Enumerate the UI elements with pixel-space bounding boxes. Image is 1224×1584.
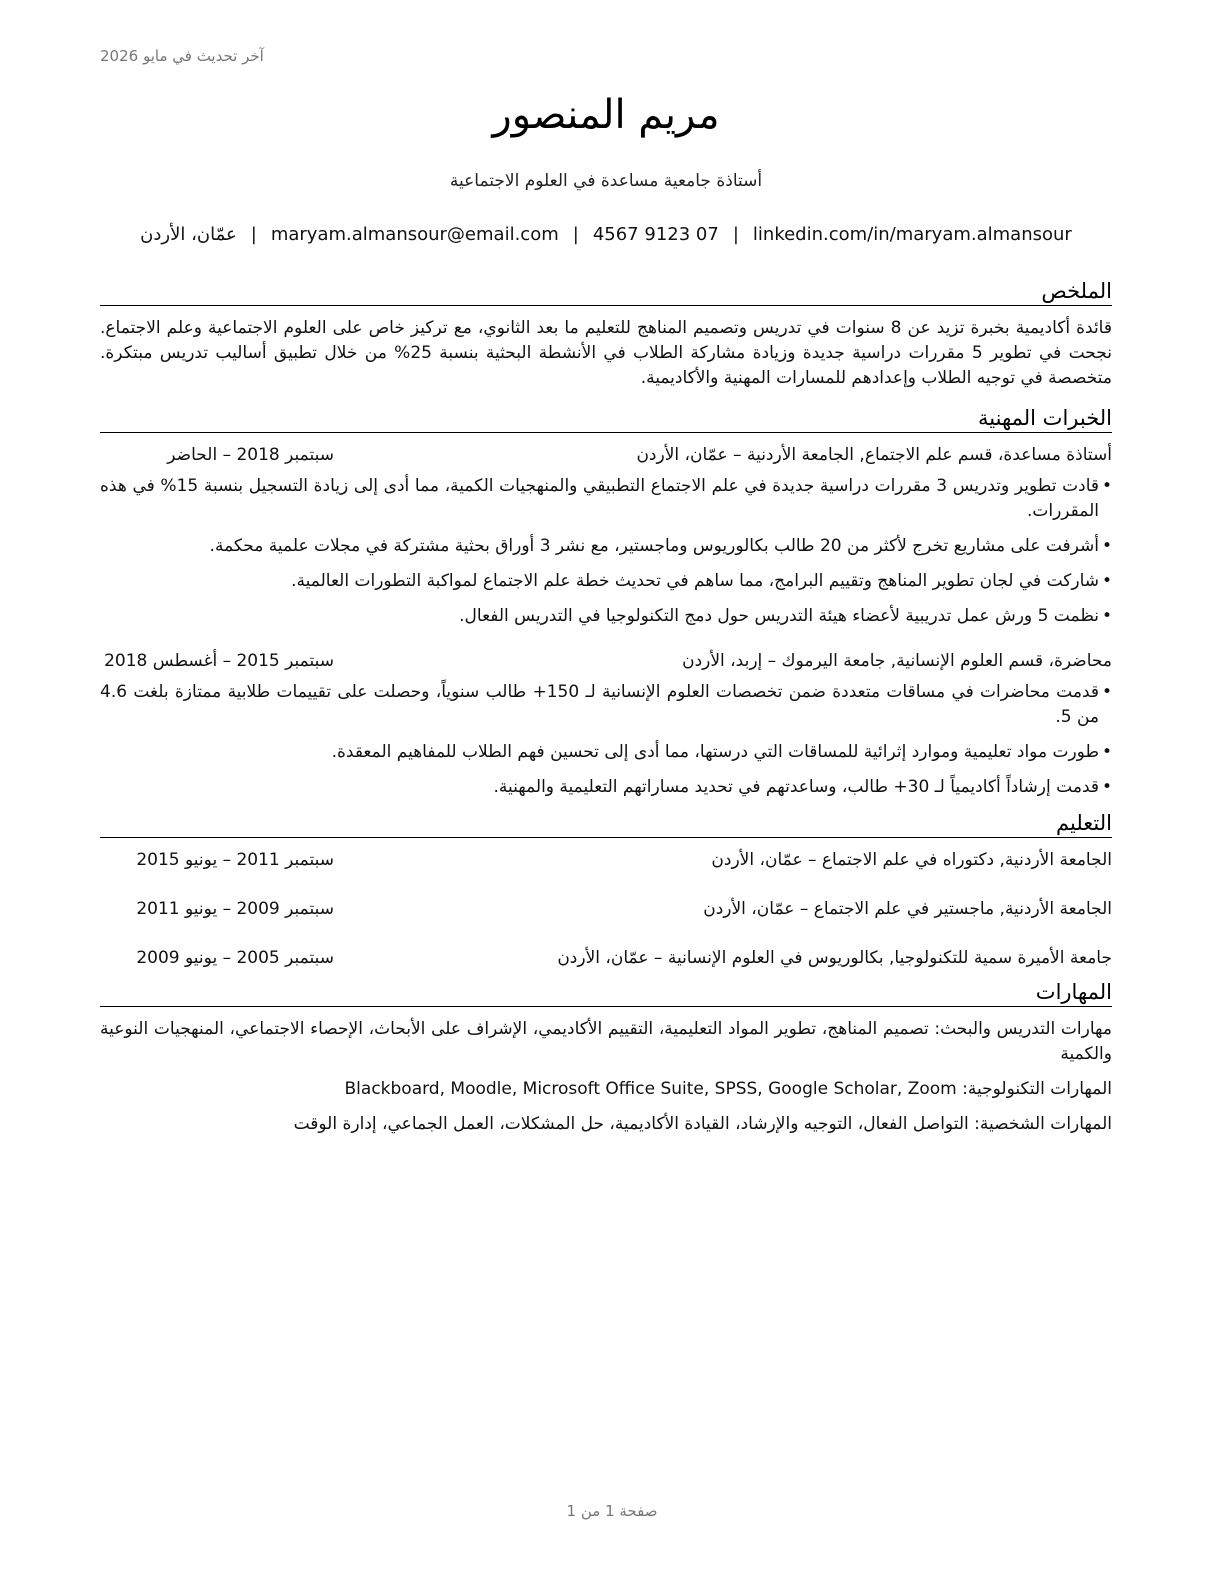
skills-title: المهارات (100, 979, 1112, 1007)
job-bullet: • قدمت إرشاداً أكاديمياً لـ 30+ طالب، وساعدتهم في تحديد مساراتهم التعليمية والمهنية. (100, 775, 1112, 800)
job-subtitle: أستاذة جامعية مساعدة في العلوم الاجتماعية (449, 171, 763, 191)
education-dates: سبتمبر 2011 – يونيو 2015 (136, 850, 334, 870)
experience-title: الخبرات المهنية (100, 405, 1112, 433)
contact-separator: | (732, 224, 739, 245)
job-entry (100, 649, 1112, 800)
page-number: صفحة 1 من 1 (566, 1502, 658, 1520)
education-dates: سبتمبر 2005 – يونيو 2009 (136, 948, 334, 968)
job-bullet: • أشرفت على مشاريع تخرج لأكثر من 20 طالب بكالوريوس وماجستير، مع نشر 3 أوراق بحثية مشتركة في مجلات علمية محكمة. (100, 534, 1112, 559)
education-entry (100, 946, 1112, 971)
skill-line: مهارات التدريس والبحث: تصميم المناهج، تطوير المواد التعليمية، التقييم الأكاديمي، الإشراف على الأبحاث، الإحصاء الاجتماعي، المنهجيات النوعية والكمية (100, 1019, 1112, 1064)
job-heading: محاضرة، قسم العلوم الإنسانية, جامعة اليرموك – إربد، الأردن (682, 651, 1112, 671)
job-heading: أستاذة مساعدة، قسم علم الاجتماع, الجامعة الأردنية – عمّان، الأردن (636, 445, 1112, 465)
skill-line: المهارات التكنولوجية: Blackboard, Moodle, Microsoft Office Suite, SPSS, Google Scholar, Zoom (344, 1079, 1112, 1099)
education-heading: الجامعة الأردنية, دكتوراه في علم الاجتماع – عمّان، الأردن (711, 850, 1112, 870)
resume-content (100, 278, 1112, 1147)
person-name: مريم المنصور (492, 92, 720, 138)
job-bullet: • قدمت محاضرات في مساقات متعددة ضمن تخصصات العلوم الإنسانية لـ 150+ طالب سنوياً، وحصلت على تقييمات طلابية ممتازة بلغت 4.6 من 5. (100, 680, 1112, 730)
contact-line (100, 224, 1112, 245)
contact-phone: 07 9123 4567 (592, 224, 719, 245)
job-bullet: • نظمت 5 ورش عمل تدريبية لأعضاء هيئة التدريس حول دمج التكنولوجيا في التدريس الفعال. (100, 604, 1112, 629)
job-bullet: • قادت تطوير وتدريس 3 مقررات دراسية جديدة في علم الاجتماع التطبيقي والمنهجيات الكمية، مما أدى إلى زيادة التسجيل بنسبة 15% في هذه المقررات. (100, 474, 1112, 524)
contact-separator: | (572, 224, 579, 245)
summary-title: الملخص (100, 278, 1112, 306)
job-dates: سبتمبر 2015 – أغسطس 2018 (104, 651, 334, 671)
last-updated-note: آخر تحديث في مايو 2026 (100, 47, 264, 65)
job-dates: سبتمبر 2018 – الحاضر (167, 445, 334, 465)
education-entry (100, 848, 1112, 873)
contact-linkedin[interactable]: linkedin.com/in/maryam.almansour (752, 224, 1072, 245)
education-heading: الجامعة الأردنية, ماجستير في علم الاجتماع – عمّان، الأردن (703, 899, 1112, 919)
job-bullet: • طورت مواد تعليمية وموارد إثرائية للمساقات التي درستها، مما أدى إلى تحسين فهم الطلاب للمفاهيم المعقدة. (100, 740, 1112, 765)
job-bullets (100, 474, 1112, 629)
contact-location: عمّان، الأردن (140, 224, 237, 245)
education-heading: جامعة الأميرة سمية للتكنولوجيا, بكالوريوس في العلوم الإنسانية – عمّان، الأردن (557, 948, 1112, 968)
education-title: التعليم (100, 810, 1112, 838)
contact-email[interactable]: maryam.almansour@email.com (270, 224, 559, 245)
contact-separator: | (250, 224, 257, 245)
education-entry (100, 897, 1112, 922)
job-bullets (100, 680, 1112, 800)
job-header (100, 443, 1112, 468)
skill-line: المهارات الشخصية: التواصل الفعال، التوجيه والإرشاد، القيادة الأكاديمية، حل المشكلات، العمل الجماعي، إدارة الوقت (293, 1114, 1112, 1134)
job-header (100, 649, 1112, 674)
summary-text: قائدة أكاديمية بخبرة تزيد عن 8 سنوات في تدريس وتصميم المناهج للتعليم ما بعد الثانوي، مع تركيز خاص على العلوم الاجتماعية وعلم الاجتماع. نجحت في تطوير 5 مقررات دراسية جديدة وزيادة مشاركة الطلاب في الأنشطة البحثية بنسبة 25% من خلال تطبيق أساليب تدريس مبتكرة. متخصصة في توجيه الطلاب وإعدادهم للمسارات المهنية والأكاديمية. (100, 318, 1112, 388)
job-entry (100, 443, 1112, 629)
education-dates: سبتمبر 2009 – يونيو 2011 (136, 899, 334, 919)
job-bullet: • شاركت في لجان تطوير المناهج وتقييم البرامج، مما ساهم في تحديث خطة علم الاجتماع لمواكبة التطورات العالمية. (100, 569, 1112, 594)
